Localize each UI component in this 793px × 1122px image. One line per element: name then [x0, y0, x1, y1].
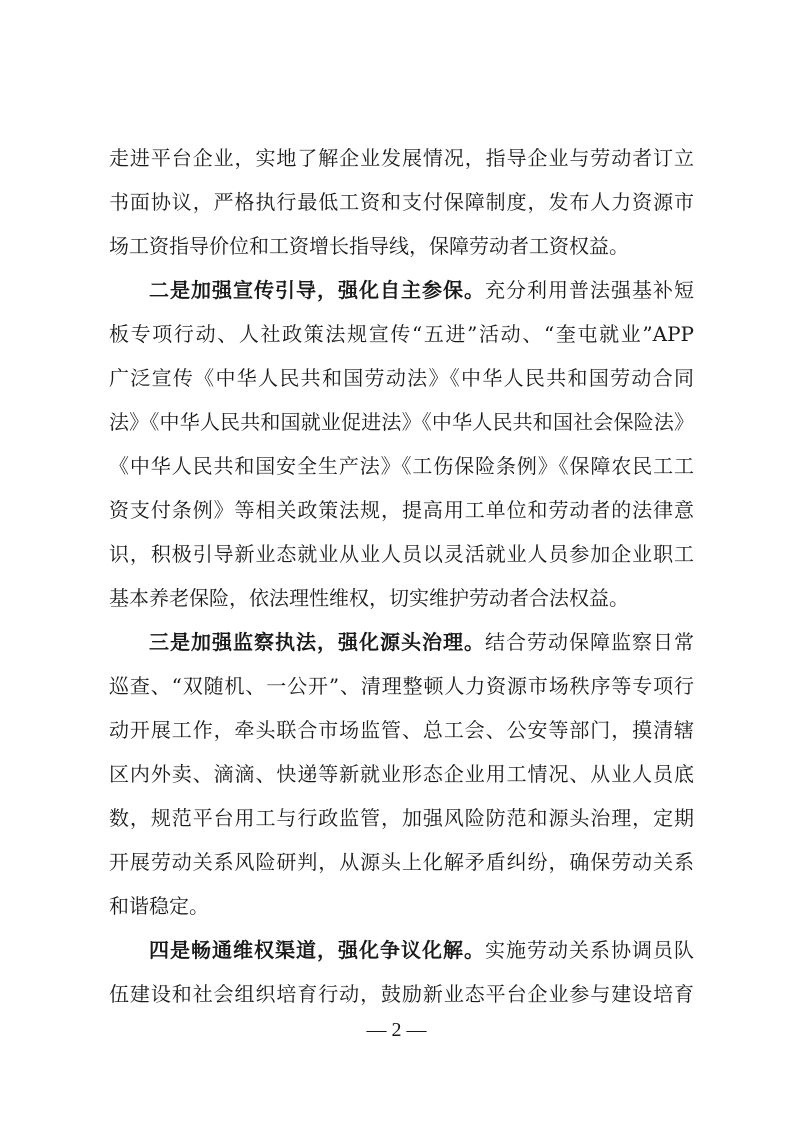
paragraph-line: 场工资指导价位和工资增长指导线，保障劳动者工资权益。: [109, 234, 629, 258]
page-number: — 2 —: [366, 1019, 427, 1041]
paragraph-text: 充分利用普法强基补短: [485, 278, 694, 302]
paragraph-first-line: [149, 270, 694, 310]
paragraph-text: 实施劳动关系协调员队: [485, 938, 694, 962]
paragraph-line: 巡查、“双随机、一公开”、清理整顿人力资源市场秩序等专项行: [109, 674, 694, 698]
paragraph-line: 识，积极引导新业态就业从业人员以灵活就业人员参加企业职工: [109, 542, 694, 566]
paragraph-line: 《中华人民共和国安全生产法》《工伤保险条例》《保障农民工工: [109, 454, 694, 478]
paragraph-line: 动开展工作，牵头联合市场监管、总工会、公安等部门，摸清辖: [109, 718, 694, 742]
paragraph-heading: 三是加强监察执法，强化源头治理。: [149, 630, 485, 654]
paragraph-line: 资支付条例》等相关政策法规，提高用工单位和劳动者的法律意: [109, 498, 694, 522]
paragraph-line: 伍建设和社会组织培育行动，鼓励新业态平台企业参与建设培育: [109, 982, 694, 1006]
paragraph-line: 板专项行动、人社政策法规宣传“五进”活动、“奎屯就业”APP: [109, 322, 694, 346]
paragraph-line: 法》《中华人民共和国就业促进法》《中华人民共和国社会保险法》: [109, 410, 694, 434]
paragraph-line: 区内外卖、滴滴、快递等新就业形态企业用工情况、从业人员底: [109, 762, 694, 786]
paragraph-line: 广泛宣传《中华人民共和国劳动法》《中华人民共和国劳动合同: [109, 366, 694, 390]
paragraph-first-line: [149, 622, 694, 662]
paragraph-line: 和谐稳定。: [109, 894, 209, 918]
paragraph-line: 数，规范平台用工与行政监管，加强风险防范和源头治理，定期: [109, 806, 694, 830]
paragraph-text: 结合劳动保障监察日常: [485, 630, 694, 654]
paragraph-line: 书面协议，严格执行最低工资和支付保障制度，发布人力资源市: [109, 190, 694, 214]
paragraph-first-line: [149, 930, 694, 970]
paragraph-line: 开展劳动关系风险研判，从源头上化解矛盾纠纷，确保劳动关系: [109, 850, 694, 874]
paragraph-heading: 二是加强宣传引导，强化自主参保。: [149, 278, 485, 302]
paragraph-heading: 四是畅通维权渠道，强化争议化解。: [149, 938, 485, 962]
paragraph-line: 走进平台企业，实地了解企业发展情况，指导企业与劳动者订立: [109, 146, 694, 170]
paragraph-line: 基本养老保险，依法理性维权，切实维护劳动者合法权益。: [109, 586, 629, 610]
